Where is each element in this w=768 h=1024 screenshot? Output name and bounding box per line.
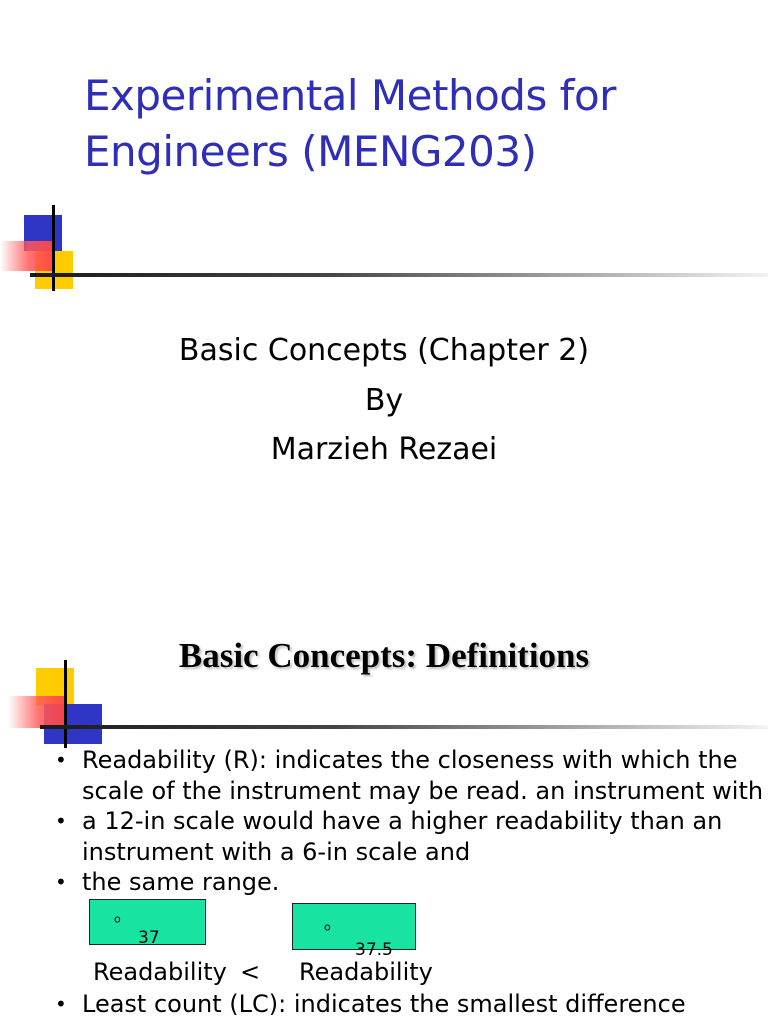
title-divider — [40, 725, 768, 729]
less-than-symbol: < — [240, 958, 261, 986]
bullet-dot-icon: • — [55, 992, 67, 1016]
bullet-dot-icon: • — [55, 870, 67, 894]
bullet-text: the same range. — [82, 868, 280, 896]
subtitle-by: By — [364, 383, 404, 418]
title-line-2: Engineers (MENG203) — [84, 127, 537, 176]
bullet-text: Readability (R): indicates the closeness with which the — [82, 746, 738, 774]
bullet-text: scale of the instrument may be read. an instrument with — [82, 776, 764, 805]
subtitle-chapter: Basic Concepts (Chapter 2) — [178, 333, 590, 368]
title-line-1: Experimental Methods for — [84, 71, 616, 120]
bullet-item — [52, 806, 762, 867]
bullet-list-continued — [52, 989, 762, 1020]
bullet-dot-icon: • — [55, 748, 67, 772]
bullet-text: a 12-in scale would have a higher readability than an — [82, 807, 723, 835]
bullet-item — [52, 989, 762, 1020]
bullet-text: Least count (LC): indicates the smallest difference — [82, 990, 686, 1018]
bullet-text: instrument with a 6-in scale and — [82, 837, 471, 866]
scale-reading-box-37-5 — [292, 903, 416, 960]
bullet-item — [52, 745, 762, 806]
reading-value: 37.5 — [355, 940, 393, 960]
bullet-item — [52, 867, 762, 898]
bullet-list — [52, 745, 762, 898]
subtitle-author: Marzieh Rezaei — [270, 432, 498, 467]
slide-2-title: Basic Concepts: Definitions — [178, 636, 590, 675]
readability-right-label: Readability — [299, 958, 433, 986]
bullet-dot-icon: • — [55, 809, 67, 833]
readability-left-label: Readability — [93, 958, 227, 986]
degree-mark: o — [114, 912, 121, 926]
slide-1-title — [84, 68, 744, 180]
reading-value: 37 — [138, 928, 160, 948]
title-divider — [30, 273, 768, 277]
slide-logo-icon — [0, 205, 110, 295]
degree-mark: o — [324, 920, 331, 934]
scale-reading-box-37 — [89, 899, 206, 948]
